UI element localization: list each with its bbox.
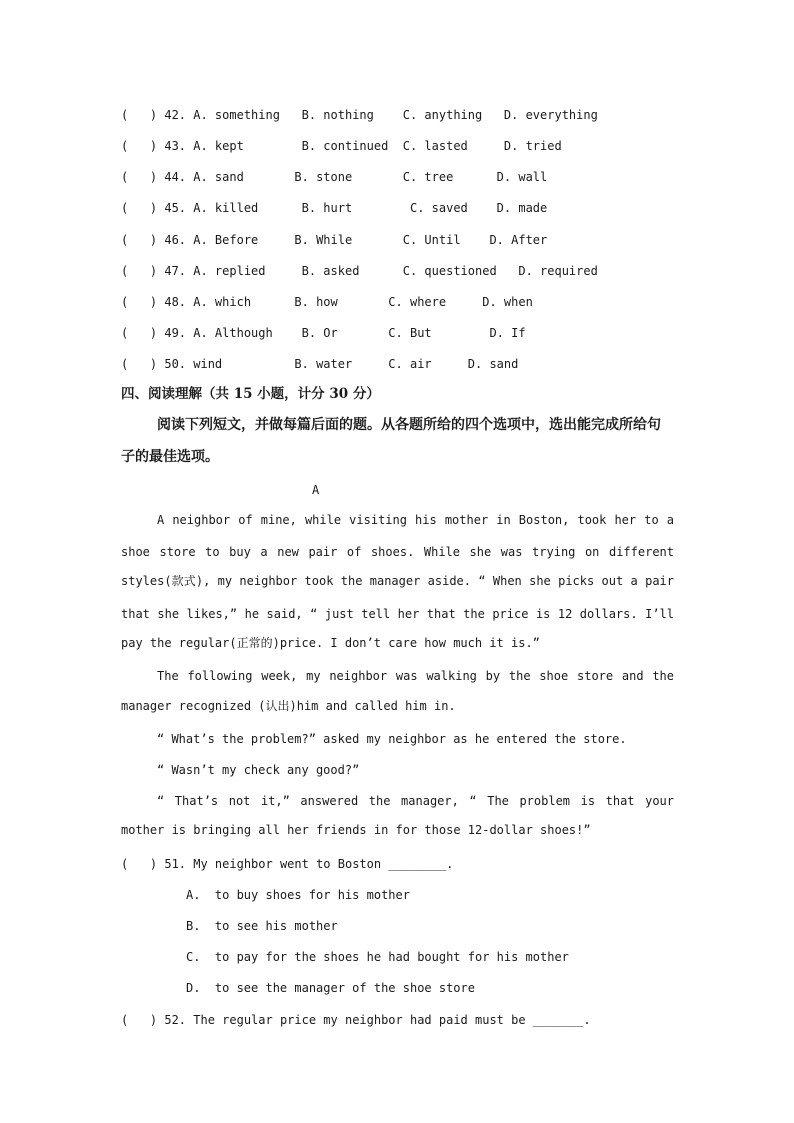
cloze-item-48: ( ) 48. A. which B. how C. where D. when — [121, 295, 533, 309]
passage-line: “ What’s the problem?” asked my neighbor as he entered the store. — [157, 732, 627, 746]
cloze-item-47: ( ) 47. A. replied B. asked C. questioned D. required — [121, 264, 598, 278]
passage-line: styles(款式), my neighbor took the manager aside. “ When she picks out a pair — [121, 574, 674, 588]
cloze-item-43: ( ) 43. A. kept B. continued C. lasted D. tried — [121, 139, 562, 153]
question-51-option-c: C. to pay for the shoes he had bought for his mother — [186, 950, 569, 964]
passage-line: shoe store to buy a new pair of shoes. While she was trying on different — [121, 545, 674, 559]
passage-line: “ Wasn’t my check any good?” — [157, 763, 360, 777]
passage-line: manager recognized (认出)him and called him in. — [121, 699, 456, 713]
question-51-option-d: D. to see the manager of the shoe store — [186, 981, 475, 995]
passage-line: that she likes,” he said, “ just tell her that the price is 12 dollars. I’ll — [121, 607, 674, 621]
instruction-line-1: 阅读下列短文，并做每篇后面的题。从各题所给的四个选项中，选出能完成所给句 — [157, 417, 661, 433]
passage-label: A — [312, 483, 320, 497]
instruction-line-2: 子的最佳选项。 — [121, 449, 219, 465]
instructions — [121, 409, 663, 473]
question-51-option-a: A. to buy shoes for his mother — [186, 888, 410, 902]
cloze-item-44: ( ) 44. A. sand B. stone C. tree D. wall — [121, 170, 548, 184]
passage-line: A neighbor of mine, while visiting his mother in Boston, took her to a — [157, 513, 674, 527]
passage-line: “ That’s not it,” answered the manager, “ The problem is that your — [157, 794, 674, 808]
cloze-item-42: ( ) 42. A. something B. nothing C. anything D. everything — [121, 108, 598, 122]
passage-line: The following week, my neighbor was walking by the shoe store and the — [157, 669, 674, 683]
cloze-item-50: ( ) 50. wind B. water C. air D. sand — [121, 357, 519, 371]
cloze-item-49: ( ) 49. A. Although B. Or C. But D. If — [121, 326, 526, 340]
cloze-item-45: ( ) 45. A. killed B. hurt C. saved D. made — [121, 201, 548, 215]
section-heading: 四、阅读理解（共 15 小题，计分 30 分） — [121, 386, 380, 402]
question-52-stem: ( ) 52. The regular price my neighbor had paid must be _______. — [121, 1013, 591, 1027]
passage-line: mother is bringing all her friends in for those 12-dollar shoes!” — [121, 823, 591, 837]
question-51-option-b: B. to see his mother — [186, 919, 338, 933]
question-51-stem: ( ) 51. My neighbor went to Boston ________. — [121, 857, 454, 871]
cloze-item-46: ( ) 46. A. Before B. While C. Until D. After — [121, 233, 548, 247]
passage-line: pay the regular(正常的)price. I don’t care how much it is.” — [121, 636, 540, 650]
